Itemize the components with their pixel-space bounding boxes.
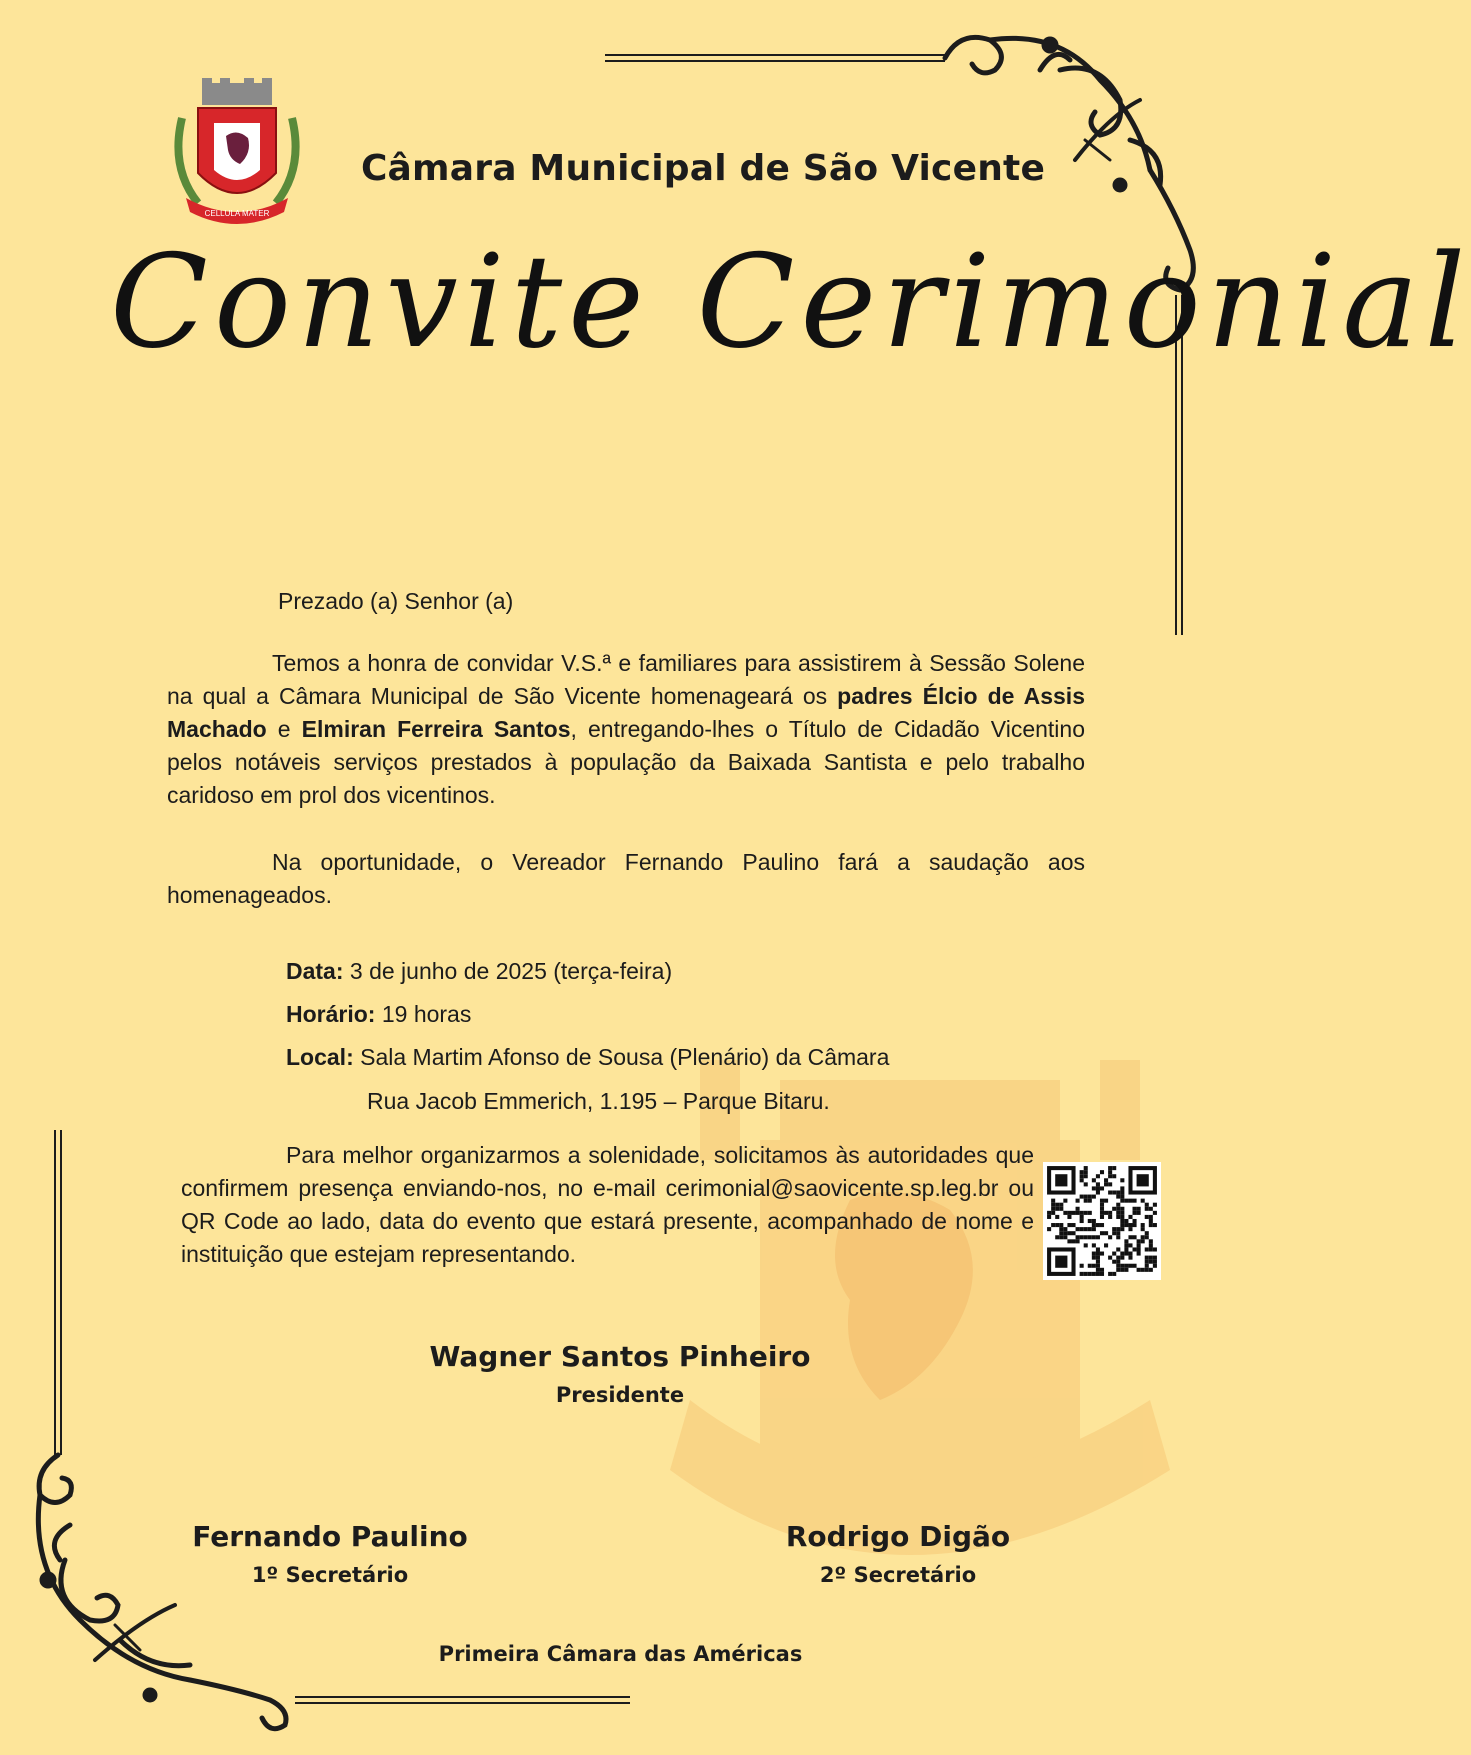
signature-president — [420, 1340, 820, 1407]
paragraph-speaker: Na oportunidade, o Vereador Fernando Paulino fará a saudação aos homenageados. — [167, 849, 1085, 908]
signature-first-secretary — [130, 1520, 530, 1587]
signature-second-secretary — [698, 1520, 1098, 1587]
greeting: Prezado (a) Senhor (a) — [278, 588, 514, 614]
first-secretary-name: Fernando Paulino — [192, 1520, 468, 1553]
corner-flourish-bottom-left — [38, 1455, 286, 1729]
president-role: Presidente — [555, 1383, 685, 1407]
event-date: Data: 3 de junho de 2025 (terça-feira) — [286, 958, 673, 984]
page-title: Convite Cerimonial — [110, 228, 1471, 377]
crest-motto: CELLULA MATER — [204, 209, 270, 218]
event-time: Horário: 19 horas — [286, 1001, 472, 1027]
second-secretary-role: 2º Secretário — [819, 1563, 977, 1587]
event-address: Rua Jacob Emmerich, 1.195 – Parque Bitaru. — [367, 1088, 830, 1114]
second-secretary-name: Rodrigo Digão — [785, 1520, 1011, 1553]
event-location: Local: Sala Martim Afonso de Sousa (Plenário) da Câmara — [286, 1044, 890, 1070]
institution-name: Câmara Municipal de São Vicente — [360, 148, 1046, 189]
first-secretary-role: 1º Secretário — [251, 1563, 409, 1587]
qr-code-icon[interactable] — [1043, 1162, 1161, 1280]
paragraph-rsvp: Para melhor organizarmos a solenidade, solicitamos às autoridades que confirmem presença enviando-nos, no e-mail cerimonial@saovicente.sp.leg.br ou QR Code ao lado, data do evento que estará presente, acompanhado de nome e instituição que estejam representando. — [181, 1142, 1034, 1267]
president-name: Wagner Santos Pinheiro — [429, 1340, 811, 1373]
paragraph-invitation: Temos a honra de convidar V.S.ª e familiares para assistirem à Sessão Solene na qual a Câmara Municipal de São Vicente homenageará os padres Élcio de Assis Machado e Elmiran Ferreira Santos, entregando-lhes o Título de Cidadão Vicentino pelos notáveis serviços prestados à população da Baixada Santista e pelo trabalho caridoso em prol dos vicentinos. — [167, 650, 1085, 808]
footer-tagline: Primeira Câmara das Américas — [438, 1642, 803, 1666]
